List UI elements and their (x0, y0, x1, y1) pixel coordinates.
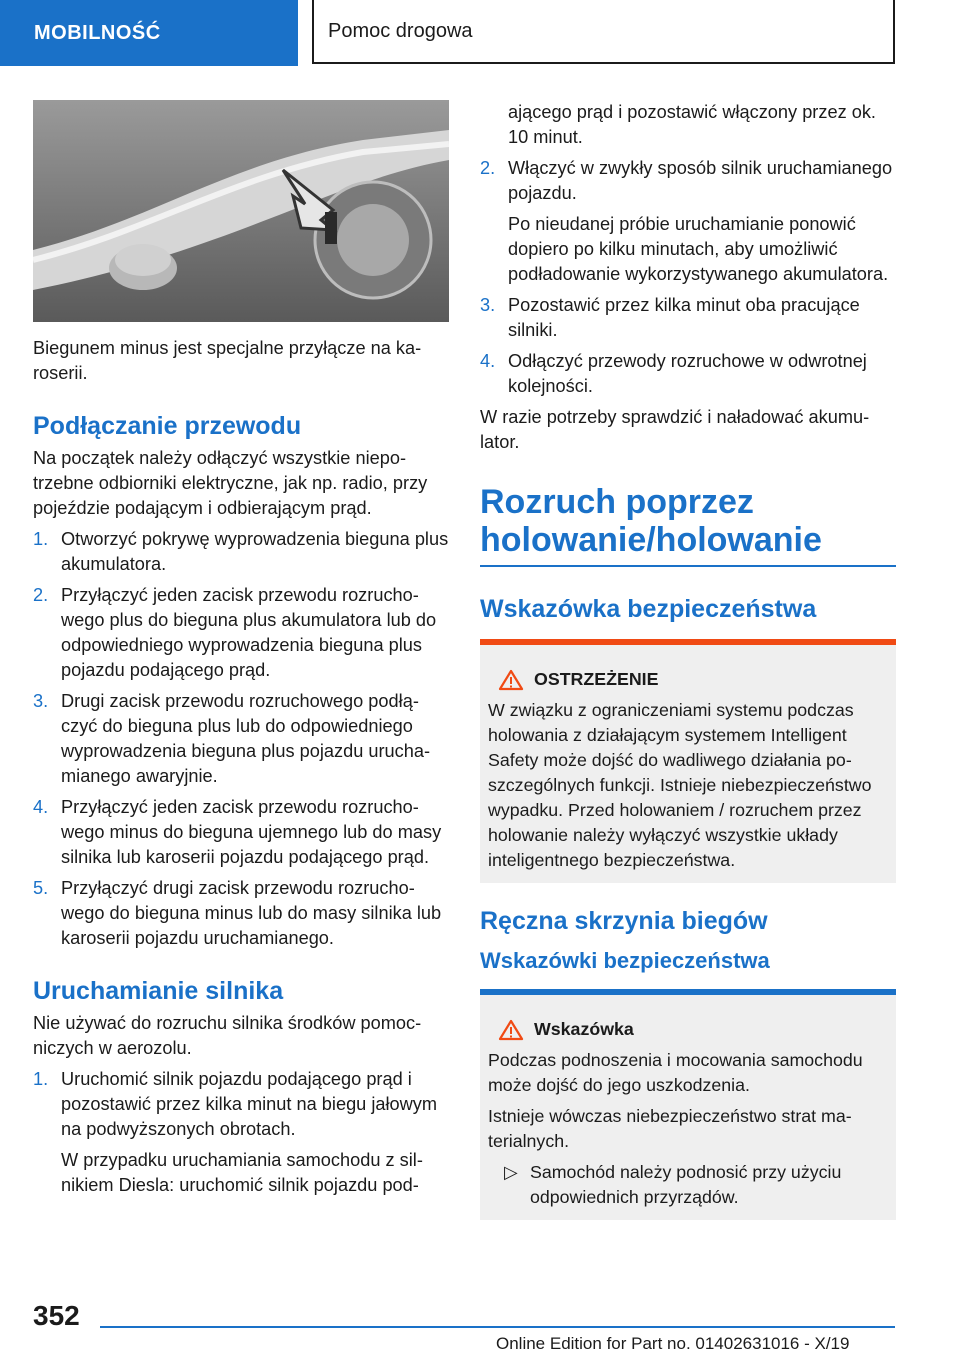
step-number: 2. (33, 585, 49, 605)
connect-steps (33, 527, 449, 951)
start-intro: Nie używać do rozruchu silnika środków pomocniczych w aerozolu. (33, 1013, 422, 1058)
list-item (480, 349, 896, 399)
step-text: Przyłączyć jeden zacisk przewodu rozruchowego minus do bieguna ujemnego lub do masy silnika lub karoserii pojazdu podającego prąd. (61, 797, 442, 867)
heading-start: Uruchamianie silnika (33, 977, 284, 1005)
triangle-bullet-icon: ▷ (504, 1162, 518, 1182)
page-number: 352 (33, 1300, 80, 1331)
list-item (33, 583, 449, 683)
note-title (498, 1017, 888, 1042)
start-steps (33, 1067, 449, 1198)
step-number: 3. (480, 295, 496, 315)
left-column (33, 100, 449, 1204)
step-number: 1. (33, 1069, 49, 1089)
step-number: 1. (33, 529, 49, 549)
section-tab: MOBILNOŚĆ (0, 0, 298, 66)
bullet-text: Samochód należy podnosić przy użyciu odpowiednich przyrządów. (530, 1162, 842, 1207)
step-text: Odłączyć przewody rozruchowe w odwrotnej kolejności. (508, 351, 867, 396)
step-number: 3. (33, 691, 49, 711)
list-item (33, 1067, 449, 1198)
after-text: W razie potrzeby sprawdzić i naładować akumulator. (480, 407, 870, 452)
list-item (480, 293, 896, 343)
photo-caption: Biegunem minus jest specjalne przyłącze na karoserii. (33, 338, 422, 383)
engine-bay-photo (33, 100, 449, 322)
continued-text: ającego prąd i pozostawić włączony przez ok. 10 minut. (508, 102, 876, 147)
step-extra: Po nieudanej próbie uruchamianie ponowić dopiero po kilku minutach, aby umożliwić podładowanie wykorzystywanego akumulatora. (508, 214, 889, 284)
header-title-text: Pomoc drogowa (328, 19, 473, 42)
list-item (33, 689, 449, 789)
list-item (480, 156, 896, 287)
warning-triangle-icon (498, 669, 524, 691)
note-box (480, 989, 896, 1220)
note-title-text: Wskazówka (534, 1019, 634, 1039)
step-text: Pozostawić przez kilka minut oba pracujące silniki. (508, 295, 860, 340)
warning-title (498, 667, 888, 692)
warning-triangle-icon (498, 1019, 524, 1041)
note-bullets (488, 1160, 888, 1210)
step-text: Uruchomić silnik pojazdu podającego prąd i pozostawić przez kilka minut na biegu jałowym na podwyższonych obrotach. (61, 1069, 438, 1139)
connect-intro: Na początek należy odłączyć wszystkie niepotrzebne odbiorniki elektryczne, jak np. radio, przy pojeździe podającym i odbierającym prąd. (33, 448, 428, 518)
heading-connect: Podłączanie przewodu (33, 412, 302, 440)
warning-text: W związku z ograniczeniami systemu podczas holowania z działającym systemem Intelligent Safety może dojść do wadliwego działania poszczególnych funkcji. Istnieje niebezpieczeństwo wypadku. Przed holowaniem / rozruchem przez holowanie należy wyłączyć wszystkie układy inteligentnego bezpieczeństwa. (488, 700, 872, 870)
list-item (33, 795, 449, 870)
right-column (480, 100, 896, 1230)
step-text: Włączyć w zwykły sposób silnik uruchamianego pojazdu. (508, 158, 893, 203)
note-paragraph-1: Podczas podnoszenia i mocowania samochodu może dojść do jego uszkodzenia. (488, 1050, 863, 1095)
footer-edition: Online Edition for Part no. 01402631016 - X/19 (496, 1334, 850, 1353)
heading-manual: Ręczna skrzynia biegów (480, 907, 768, 935)
heading-safety-tips: Wskazówki bezpieczeństwa (480, 948, 770, 973)
step-text: Drugi zacisk przewodu rozruchowego podłączyć do bieguna plus lub do odpowiedniego wyprowadzenia bieguna plus pojazdu uruchamianego awaryjnie. (61, 691, 431, 786)
step-text: Otworzyć pokrywę wyprowadzenia bieguna plus akumulatora. (61, 529, 449, 574)
step-text: Przyłączyć drugi zacisk przewodu rozruchowego do bieguna minus lub do masy silnika lub karoserii pojazdu uruchamianego. (61, 878, 442, 948)
heading-safety: Wskazówka bezpieczeństwa (480, 595, 817, 623)
start-steps-cont (480, 156, 896, 399)
step-text: Przyłączyć jeden zacisk przewodu rozruchowego plus do bieguna plus akumulatora lub do odpowiedniego wyprowadzenia bieguna plus pojazdu podającego prąd. (61, 585, 437, 680)
chapter-heading: Rozruch poprzez holowanie/holowanie (480, 483, 896, 567)
note-paragraph-2: Istnieje wówczas niebezpieczeństwo strat materialnych. (488, 1106, 852, 1151)
warning-title-text: OSTRZEŻENIE (534, 669, 659, 689)
step-number: 4. (480, 351, 496, 371)
list-item (488, 1160, 888, 1210)
step-number: 4. (33, 797, 49, 817)
page-header-title (312, 0, 895, 64)
step-number: 2. (480, 158, 496, 178)
warning-box (480, 639, 896, 883)
step-number: 5. (33, 878, 49, 898)
list-item (33, 527, 449, 577)
list-item (33, 876, 449, 951)
footer-rule (100, 1326, 895, 1328)
step-extra: W przypadku uruchamiania samochodu z silnikiem Diesla: uruchomić silnik pojazdu pod- (61, 1150, 423, 1195)
